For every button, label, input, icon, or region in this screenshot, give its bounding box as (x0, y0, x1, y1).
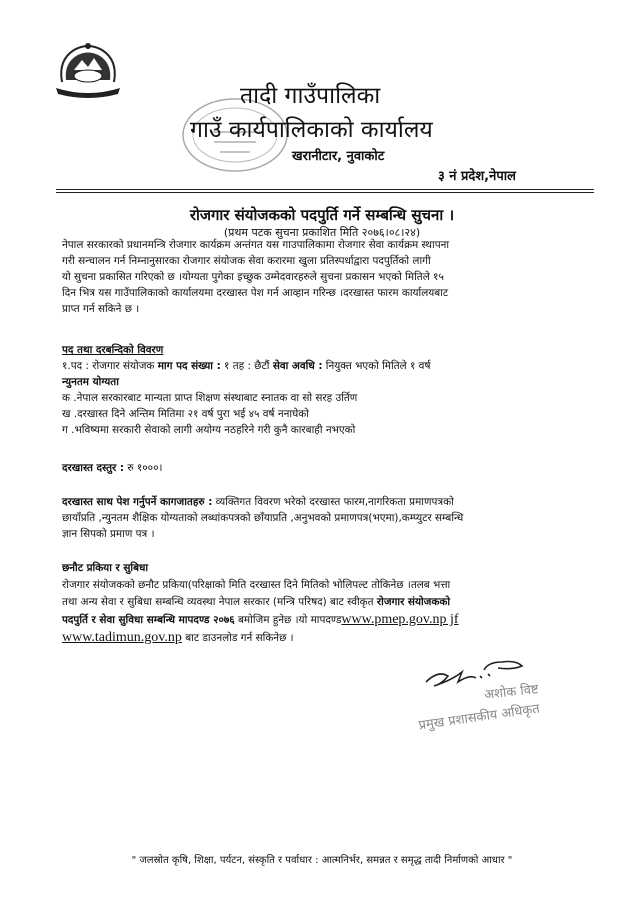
fee-label: दरखास्त दस्तुर : (62, 462, 125, 474)
nepal-emblem-icon (52, 40, 124, 100)
signatory-title: प्रमुख प्रशासकीय अधिकृत (417, 701, 541, 734)
header-divider (56, 189, 594, 190)
notice-title: रोजगार संयोजकको पदपुर्ति गर्ने सम्बन्धि सुचना । (189, 206, 455, 224)
office-name: गाउँ कार्यपालिकाको कार्यालय (190, 117, 433, 143)
facility-text: बमोजिम हुनेछ ।यो मापदण्ड (234, 614, 342, 626)
position-heading: पद तथा दरबन्दिको विवरण (62, 344, 164, 356)
municipality-name: तादी गाउँपालिका (240, 83, 381, 109)
documents-label: दरखास्त साथ पेश गर्नुपर्ने कागजातहरु : (62, 496, 213, 508)
pmep-link[interactable]: www.pmep.gov.np jf (341, 612, 459, 627)
documents-section (62, 494, 590, 542)
signatory-name: अशोक विष्ट (483, 682, 540, 703)
facility-text: बाट डाउनलोड गर्न सकिनेछ । (181, 632, 294, 644)
documents-text: व्यक्तिगत विवरण भरेको दरखास्त फारम,नागरिकता प्रमाणपत्रको (212, 496, 454, 508)
fee-section (62, 460, 590, 476)
duration-value: नियुक्त भएको मितिले १ वर्ष (322, 360, 431, 372)
notice-subtitle: (प्रथम पटक सुचना प्रकाशित मिति २०७६।०८।२४) (223, 226, 421, 239)
duration-label: सेवा अवधि : (272, 360, 323, 372)
facility-text: तथा अन्य सेवा र सुबिधा सम्बन्धि व्यवस्था नेपाल सरकार (मन्त्रि परिषद) बाट स्वीकृत (62, 596, 377, 608)
tadimun-link[interactable]: www.tadimun.gov.np (62, 630, 182, 645)
facility-heading: छनौट प्रकिया र सुबिधा (62, 562, 149, 574)
qualification-item: ख .दरखास्त दिने अन्तिम मितिमा २१ वर्ष पुरा भई ४५ वर्ष ननाघेको (62, 408, 309, 420)
demand-value: १ तह : छैटौं (220, 360, 273, 372)
documents-text: छायाँप्रति ,न्युनतम शैक्षिक योग्यताको लब्धांकपत्रको छाँयाप्रति ,अनुभवको प्रमाणपत्र(भएमा),कम्प्युटर सम्बन्धि (62, 512, 464, 524)
qualification-item: क .नेपाल सरकारबाट मान्यता प्राप्त शिक्षण संस्थाबाट स्नातक वा सो सरह उर्तिण (62, 392, 358, 404)
facility-section (62, 560, 590, 647)
post-text: १.पद : रोजगार संयोजक (62, 360, 158, 372)
province-name: ३ नं प्रदेश,नेपाल (438, 169, 516, 184)
intro-line: प्राप्त गर्न सकिने छ । (62, 303, 140, 315)
fee-value: रु १०००। (124, 462, 163, 474)
office-location: खरानीटार, नुवाकोट (292, 149, 385, 164)
intro-line: दिन भित्र यस गाउँपालिकाको कार्यालयमा दरखास्त पेश गर्न आव्हान गरिन्छ ।दरखास्त फारम कार्यालयबाट (62, 287, 449, 299)
facility-bold: रोजगार संयोजकको (376, 596, 451, 608)
qualification-heading: न्युनतम योग्यता (62, 376, 119, 388)
intro-line: गरी सन्चालन गर्न निम्नानुसारका रोजगार संयोजक सेवा करारमा खुला प्रतिस्पर्धाद्वारा पदपुर्तिको लागी (62, 255, 431, 267)
qualification-item: ग .भविष्यमा सरकारी सेवाको लागी अयोग्य नठहरिने गरी कुनै कारबाही नभएको (62, 424, 356, 436)
position-details (62, 358, 590, 374)
header-divider-secondary (56, 192, 594, 193)
intro-line: यो सुचना प्रकासित गरिएको छ ।योग्यता पुगेका इच्छुक उम्मेदवारहरुले सुचना प्रकासन भएको मितिले १५ (62, 271, 444, 283)
facility-text: रोजगार संयोजकको छनौट प्रकिया(परिक्षाको मिति दरखास्त दिने मितिको भोलिपल्ट तोकिनेछ ।तलब भत्ता (62, 579, 451, 591)
facility-bold: पदपुर्ति र सेवा सुविधा सम्बन्धि मापदण्ड २०७६ (62, 614, 235, 626)
documents-text: ज्ञान सिपको प्रमाण पत्र । (62, 528, 155, 540)
notice-intro (62, 237, 590, 317)
position-section (62, 342, 590, 438)
intro-line: नेपाल सरकारको प्रधानमन्त्रि रोजगार कार्यक्रम अन्तंगत यस गाउपालिकामा रोजगार सेवा कार्यक्रम स्थापना (62, 239, 450, 251)
footer-slogan: " जलस्रोत कृषि, शिक्षा, पर्यटन, संस्कृति र पर्वाधार : आत्मनिर्भर, समन्नत र समृद्ध तादी निर्माणको आधार " (131, 855, 513, 866)
demand-label: माग पद संख्या : (157, 360, 221, 372)
